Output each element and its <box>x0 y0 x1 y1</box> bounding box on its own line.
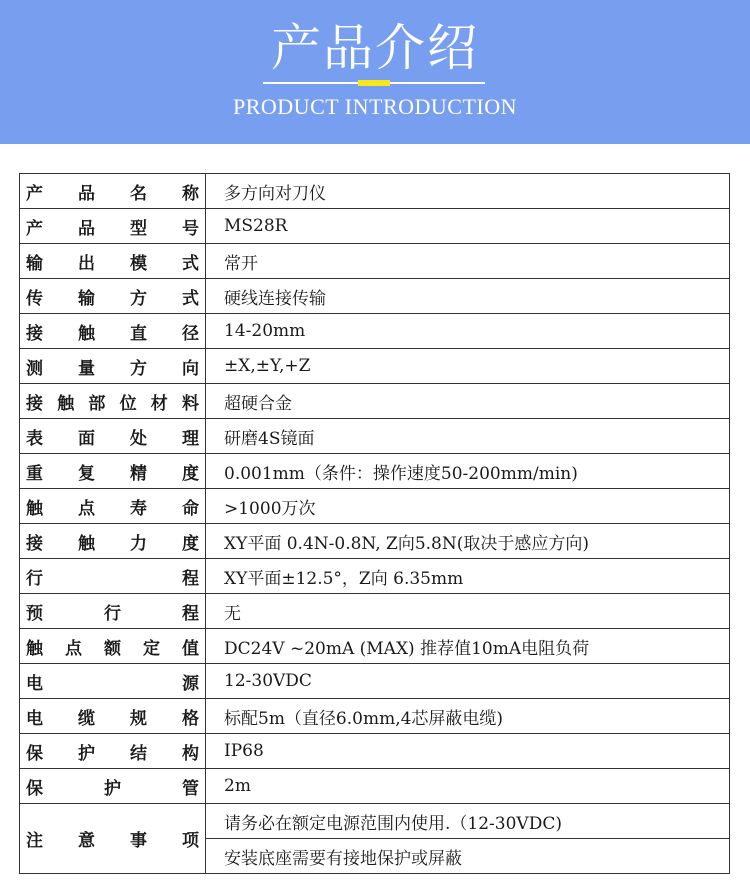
spec-value: XY平面 0.4N-0.8N, Z向5.8N(取决于感应方向) <box>206 524 730 559</box>
spec-label: 保护管 <box>20 769 206 804</box>
spec-value: 标配5m（直径6.0mm,4芯屏蔽电缆) <box>206 699 730 734</box>
spec-value: 多方向对刀仪 <box>206 174 730 209</box>
spec-value: 2m <box>206 769 730 804</box>
spec-value: 常开 <box>206 244 730 279</box>
spec-value: IP68 <box>206 734 730 769</box>
spec-label: 触点寿命 <box>20 489 206 524</box>
spec-label: 电缆规格 <box>20 699 206 734</box>
notes-row <box>20 804 730 839</box>
spec-value: 硬线连接传输 <box>206 279 730 314</box>
table-row <box>20 349 730 384</box>
spec-value: 无 <box>206 594 730 629</box>
spec-value: 14-20mm <box>206 314 730 349</box>
table-row <box>20 734 730 769</box>
table-row <box>20 384 730 419</box>
spec-label: 重复精度 <box>20 454 206 489</box>
spec-value: XY平面±12.5°，Z向 6.35mm <box>206 559 730 594</box>
page-subtitle: PRODUCT INTRODUCTION <box>233 94 517 119</box>
spec-value: DC24V ~20mA (MAX) 推荐值10mA电阻负荷 <box>206 629 730 664</box>
spec-label: 接触直径 <box>20 314 206 349</box>
spec-label: 产品型号 <box>20 209 206 244</box>
table-row <box>20 769 730 804</box>
spec-label: 触点额定值 <box>20 629 206 664</box>
spec-label: 表面处理 <box>20 419 206 454</box>
spec-value: ±X,±Y,+Z <box>206 349 730 384</box>
spec-label: 保护结构 <box>20 734 206 769</box>
table-row <box>20 489 730 524</box>
spec-label: 预行程 <box>20 594 206 629</box>
table-row <box>20 419 730 454</box>
table-row <box>20 629 730 664</box>
header-banner <box>0 0 750 144</box>
spec-label: 行程 <box>20 559 206 594</box>
spec-label: 传输方式 <box>20 279 206 314</box>
spec-label: 接触力度 <box>20 524 206 559</box>
spec-label: 接触部位材料 <box>20 384 206 419</box>
notes-line: 请务必在额定电源范围内使用.（12-30VDC) <box>206 804 730 839</box>
table-row <box>20 314 730 349</box>
table-row <box>20 664 730 699</box>
spec-value: MS28R <box>206 209 730 244</box>
table-row <box>20 174 730 209</box>
spec-value: >1000万次 <box>206 489 730 524</box>
title-accent-bar <box>358 80 390 86</box>
table-row <box>20 279 730 314</box>
spec-value: 研磨4S镜面 <box>206 419 730 454</box>
spec-value: 0.001mm（条件：操作速度50-200mm/min) <box>206 454 730 489</box>
notes-label: 注意事项 <box>20 804 206 874</box>
spec-table <box>19 173 730 874</box>
table-row <box>20 559 730 594</box>
table-row <box>20 244 730 279</box>
table-row <box>20 524 730 559</box>
table-row <box>20 699 730 734</box>
table-row <box>20 454 730 489</box>
spec-label: 输出模式 <box>20 244 206 279</box>
table-row <box>20 594 730 629</box>
notes-line: 安装底座需要有接地保护或屏蔽 <box>206 839 730 874</box>
spec-label: 测量方向 <box>20 349 206 384</box>
spec-value: 超硬合金 <box>206 384 730 419</box>
table-row <box>20 209 730 244</box>
spec-label: 产品名称 <box>20 174 206 209</box>
spec-value: 12-30VDC <box>206 664 730 699</box>
spec-label: 电源 <box>20 664 206 699</box>
page-title: 产品介绍 <box>271 19 479 77</box>
